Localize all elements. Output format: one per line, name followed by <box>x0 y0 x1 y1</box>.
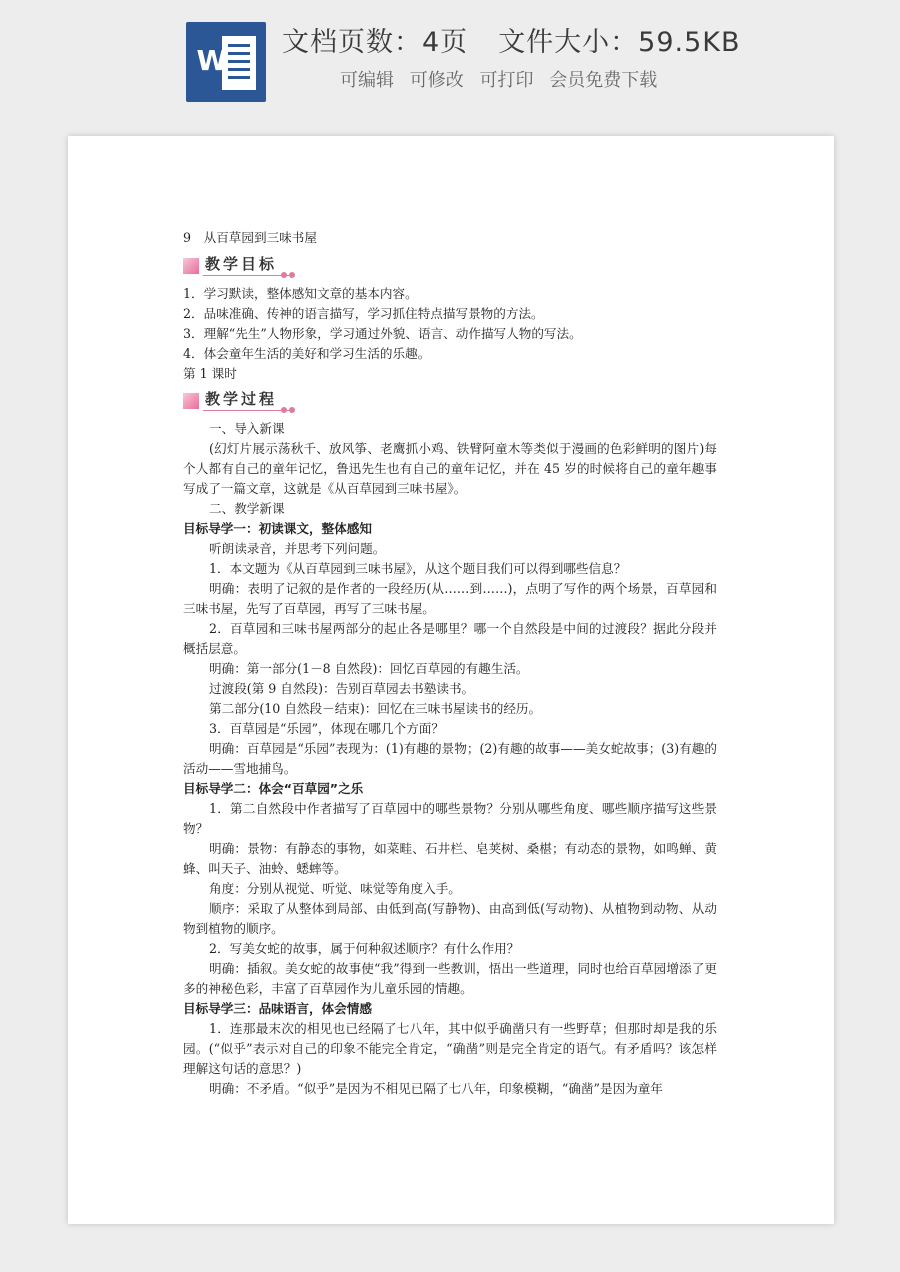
goal-heading: 目标导学三：品味语言，体会情感 <box>183 1001 372 1016</box>
file-size: 文件大小：59.5KB <box>498 27 741 58</box>
paragraph: 明确：百草园是“乐园”表现为：(1)有趣的景物；(2)有趣的故事——美女蛇故事；(3)有趣的活动——雪地捕鸟。 <box>183 741 717 776</box>
ribbon-icon <box>183 393 199 409</box>
paragraph: 明确：景物：有静态的事物，如菜畦、石井栏、皂荚树、桑椹；有动态的景物，如鸣蝉、黄蜂、叫天子、油蛉、蟋蟀等。 <box>183 841 717 876</box>
tag-member-download[interactable]: 会员免费下载 <box>549 70 658 91</box>
page-count: 文档页数：4页 <box>282 27 469 58</box>
paragraph: 2．写美女蛇的故事，属于何种叙述顺序？有什么作用？ <box>209 941 520 956</box>
paragraph: 2．百草园和三味书屋两部分的起止各是哪里？哪一个自然段是中间的过渡段？据此分段并概括层意。 <box>183 621 717 656</box>
section-heading-process: 教学过程 <box>183 389 717 415</box>
paragraph: 第二部分(10 自然段－结束)：回忆在三味书屋读书的经历。 <box>209 701 542 716</box>
paragraph: 角度：分别从视觉、听觉、味觉等角度入手。 <box>209 881 461 896</box>
objective-item: 2．品味准确、传神的语言描写，学习抓住特点描写景物的方法。 <box>183 306 544 321</box>
paragraph: 明确：不矛盾。“似乎”是因为不相见已隔了七八年，印象模糊，“确凿”是因为童年 <box>209 1081 663 1096</box>
tag-printable: 可打印 <box>479 70 534 91</box>
file-info <box>282 20 742 59</box>
objective-item: 1．学习默读，整体感知文章的基本内容。 <box>183 286 418 301</box>
paragraph: 顺序：采取了从整体到局部、由低到高(写静物)、由高到低(写动物)、从植物到动物、从动物到植物的顺序。 <box>183 901 717 936</box>
paragraph: 1．连那最末次的相见也已经隔了七八年，其中似乎确凿只有一些野草；但那时却是我的乐园。(“似乎”表示对自己的印象不能完全肯定，“确凿”则是完全肯定的语气。有矛盾吗？该怎样理解这句话的意思？) <box>183 1021 717 1076</box>
paragraph: 听朗读录音，并思考下列问题。 <box>209 541 386 556</box>
paragraph: 明确：表明了记叙的是作者的一段经历(从……到……)，点明了写作的两个场景，百草园和三味书屋，先写了百草园，再写了三味书屋。 <box>183 581 717 616</box>
goal-heading: 目标导学一：初读课文，整体感知 <box>183 521 372 536</box>
paragraph: 3．百草园是“乐园”，体现在哪几个方面？ <box>209 721 444 736</box>
section-heading-objectives: 教学目标 <box>183 254 717 280</box>
tag-modifiable: 可修改 <box>409 70 464 91</box>
feature-tags <box>340 66 700 92</box>
paragraph: 明确：第一部分(1－8 自然段)：回忆百草园的有趣生活。 <box>209 661 529 676</box>
tag-editable: 可编辑 <box>340 70 394 91</box>
goal-heading: 目标导学二：体会“百草园”之乐 <box>183 781 364 796</box>
paragraph: 1．第二自然段中作者描写了百草园中的哪些景物？分别从哪些角度、哪些顺序描写这些景物？ <box>183 801 717 836</box>
lesson-title: 9 从百草园到三味书屋 <box>183 230 317 245</box>
word-document-icon <box>186 22 266 102</box>
paragraph: 二、教学新课 <box>209 501 285 516</box>
document-page <box>68 136 834 1224</box>
download-banner <box>0 0 900 120</box>
paragraph: 一、导入新课 <box>209 421 285 436</box>
lesson-period: 第 1 课时 <box>183 366 237 381</box>
paragraph: 1．本文题为《从百草园到三味书屋》，从这个题目我们可以得到哪些信息？ <box>209 561 627 576</box>
objective-item: 4．体会童年生活的美好和学习生活的乐趣。 <box>183 346 431 361</box>
document-content <box>183 228 717 1099</box>
paragraph: (幻灯片展示荡秋千、放风筝、老鹰抓小鸡、铁臂阿童木等类似于漫画的色彩鲜明的图片)每个人都有自己的童年记忆，鲁迅先生也有自己的童年记忆，并在 45 岁的时候将自己的童年趣事写成了一篇文章，这就是《从百草园到三味书屋》。 <box>183 441 717 496</box>
paragraph: 过渡段(第 9 自然段)：告别百草园去书塾读书。 <box>209 681 475 696</box>
objective-item: 3．理解“先生”人物形象，学习通过外貌、语言、动作描写人物的写法。 <box>183 326 582 341</box>
paragraph: 明确：插叙。美女蛇的故事使“我”得到一些教训，悟出一些道理，同时也给百草园增添了更多的神秘色彩，丰富了百草园作为儿童乐园的情趣。 <box>183 961 717 996</box>
ribbon-icon <box>183 258 199 274</box>
word-letter: W <box>196 44 228 77</box>
